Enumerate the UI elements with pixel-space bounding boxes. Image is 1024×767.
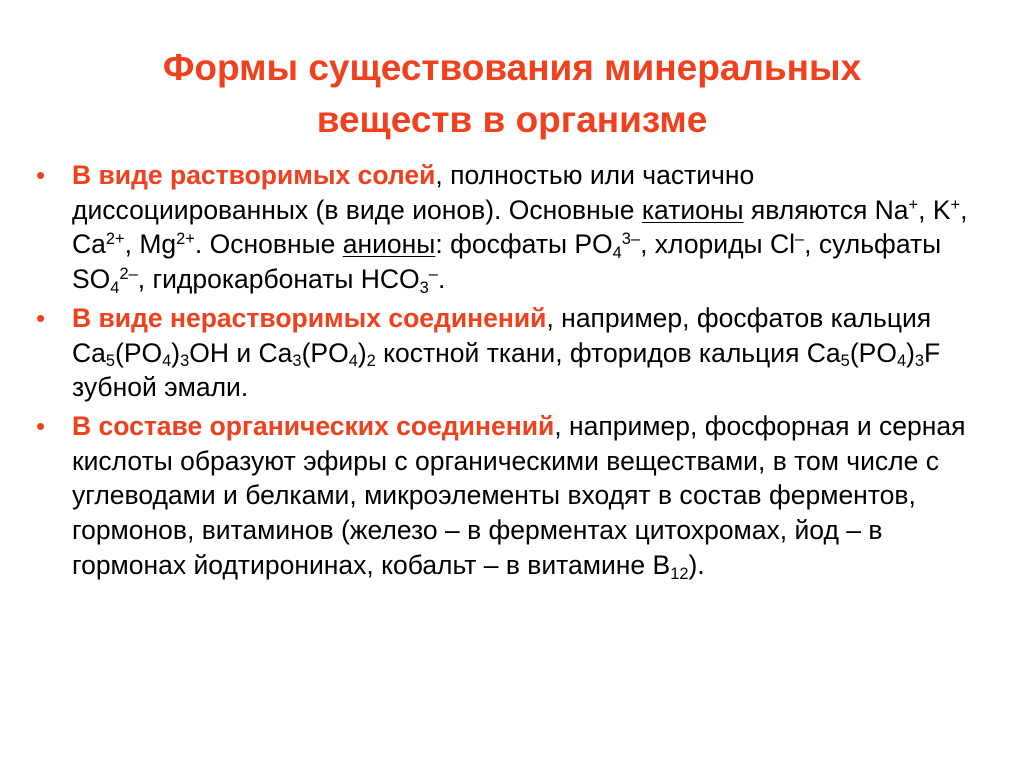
title-line-2: веществ в организме (316, 99, 708, 140)
formula-subscript: 3 (419, 279, 429, 298)
bullet-list (36, 158, 996, 586)
bullet-text: ) (171, 337, 181, 368)
formula-subscript: 3 (914, 352, 925, 371)
bullet-text: ). (688, 549, 705, 580)
formula-subscript: 2 (366, 352, 376, 371)
ion-charge: 3– (621, 230, 641, 249)
ion-charge: + (950, 195, 961, 214)
bullet-text: F зубной эмали. (72, 337, 941, 403)
ion-charge: – (428, 265, 438, 284)
bullet-text: , полностью или частично диссоциированных (в виде ионов). Основные (72, 160, 755, 225)
cations-term: катионы (641, 194, 744, 225)
bullet-lead: В виде нерастворимых соединений (72, 302, 547, 333)
bullet-text: OH и Ca (189, 337, 293, 368)
ion-charge: + (908, 195, 919, 214)
formula-subscript: 3 (292, 352, 302, 371)
bullet-text: , Ca (72, 194, 968, 260)
formula-subscript: 12 (670, 564, 689, 583)
formula-subscript: 3 (180, 352, 190, 371)
bullet-text: , например, фосфорная и серная кислоты образуют эфиры с органическими веществами, в том числе с углеводами и белками, микроэлементы входят в состав ферментов, гормонов, витаминов (железо – в ферментах цитохромах, йод – в гормонах йодтиронинах, кобальт – в витамине B (72, 410, 966, 580)
bullet-item-insoluble-compounds (36, 301, 996, 405)
bullet-text: , K (918, 194, 951, 225)
bullet-text: (PO (301, 337, 349, 368)
bullet-marker-icon: • (36, 302, 46, 333)
formula-subscript: 4 (162, 352, 172, 371)
ion-charge: 2– (119, 265, 138, 284)
bullet-lead: В виде растворимых солей (72, 160, 436, 190)
bullet-text: , гидрокарбонаты HCO (137, 264, 420, 295)
ion-charge: 2+ (176, 230, 195, 249)
formula-subscript: 4 (612, 244, 622, 263)
ion-charge: – (795, 230, 805, 249)
bullet-item-organic-compounds (36, 409, 996, 583)
bullet-text: ) (357, 337, 367, 368)
anions-term: анионы (342, 229, 436, 260)
formula-subscript: 5 (840, 352, 850, 371)
formula-subscript: 4 (110, 279, 120, 298)
bullet-lead: В составе органических соединений (72, 410, 555, 441)
bullet-text: ) (906, 337, 915, 368)
bullet-text: (PO (849, 337, 897, 368)
bullet-text: , Mg (124, 229, 177, 260)
slide-title (60, 42, 964, 146)
formula-subscript: 4 (896, 352, 907, 371)
bullet-text: . (437, 264, 446, 295)
bullet-text: , например, фосфатов кальция Ca (72, 302, 932, 368)
title-line-1: Формы существования минеральных (162, 47, 862, 88)
bullet-text: являются Na (743, 194, 909, 225)
bullet-text: , сульфаты SO (72, 229, 942, 295)
ion-charge: 2+ (105, 230, 125, 249)
bullet-text: : фосфаты PO (435, 229, 613, 260)
bullet-text: . Основные (194, 229, 343, 260)
formula-subscript: 4 (348, 352, 358, 371)
bullet-marker-icon: • (36, 160, 46, 190)
bullet-text: костной ткани, фторидов кальция Ca (375, 337, 841, 368)
bullet-text: (PO (115, 337, 163, 368)
bullet-text: , хлориды Cl (640, 229, 795, 260)
formula-subscript: 5 (105, 352, 116, 371)
bullet-marker-icon: • (36, 410, 46, 441)
bullet-item-soluble-salts (36, 158, 996, 297)
